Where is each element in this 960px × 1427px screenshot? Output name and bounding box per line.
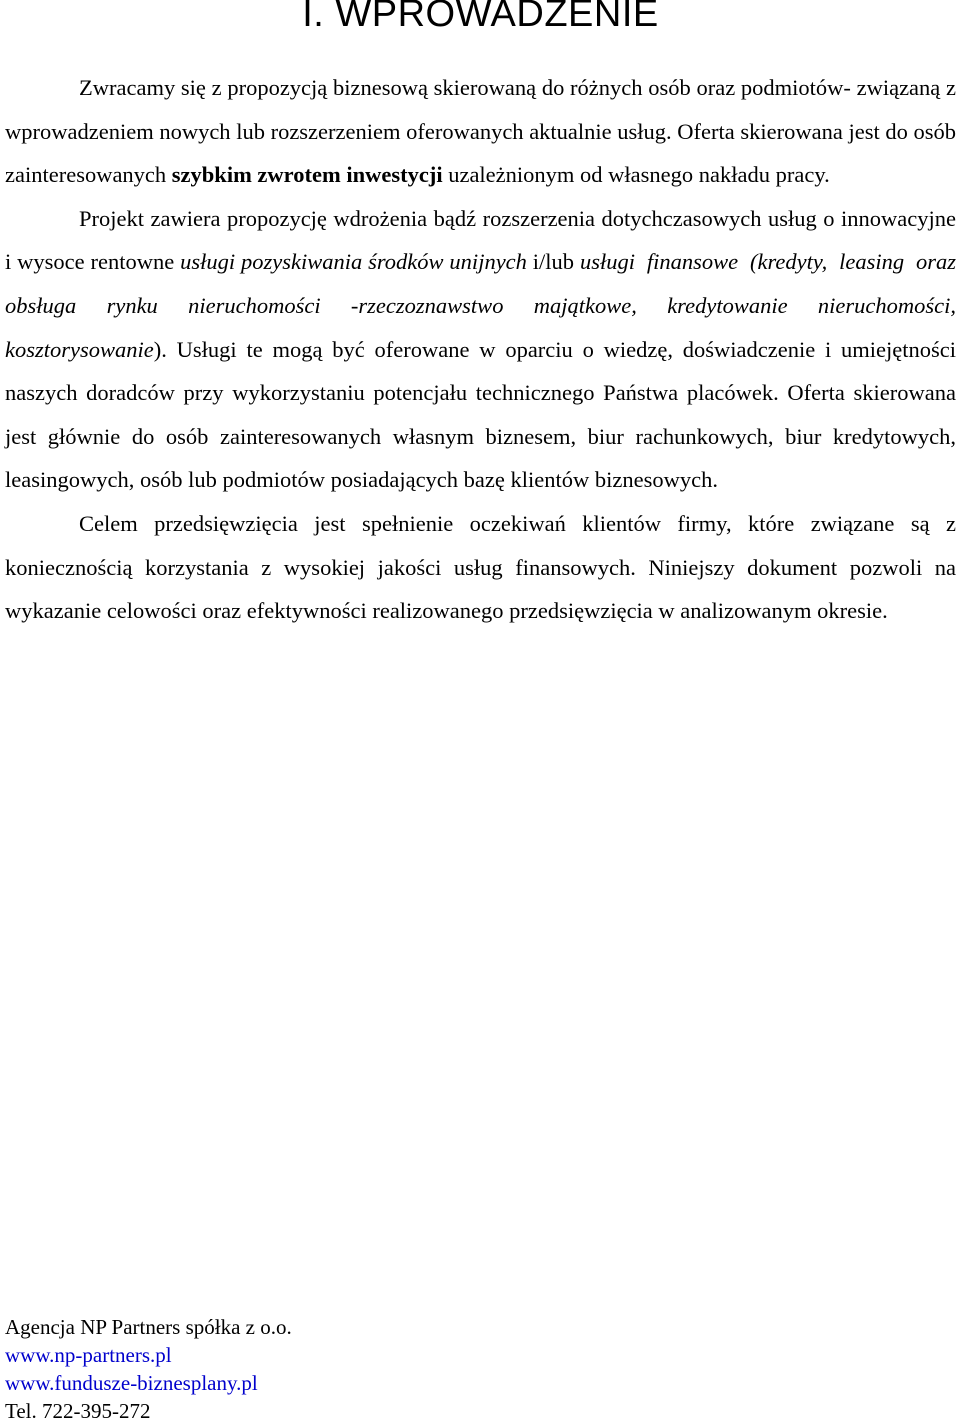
paragraph-intro-text-end: uzależnionym od własnego nakładu pracy.: [442, 162, 830, 188]
paragraph-goal-text: Celem przedsięwzięcia jest spełnienie oczekiwań klientów firmy, które związane są z koniecznością korzystania z wysokiej jakości usług finansowych. Niniejszy dokument pozwoli na wykazanie celowości oraz efektywności realizowanego przedsięwzięcia w analizowanym okresie.: [5, 510, 956, 624]
document-body: [5, 66, 956, 633]
emphasis-eu-funds-service: usługi pozyskiwania środków unijnych: [180, 249, 527, 275]
emphasis-return-on-investment: szybkim zwrotem inwestycji: [171, 162, 443, 188]
paragraph-project-text: Projekt zawiera propozycję wdrożenia bądź rozszerzenia dotychczasowych usług o innowacyjne i wysoce rentowne: [5, 205, 956, 275]
paragraph-project-text-end: ). Usługi te mogą być oferowane w oparciu o wiedzę, doświadczenie i umiejętności naszych doradców przy wykorzystaniu potencjału technicznego Państwa placówek. Oferta skierowana jest głównie do osób zainteresowanych własnym biznesem, biur rachunkowych, biur kredytowych, leasingowych, osób lub podmiotów posiadających bazę klientów biznesowych.: [5, 336, 956, 493]
emphasis-financial-services: usługi finansowe (kredyty, leasing oraz obsługa rynku nieruchomości -rzeczoznawstwo majątkowe, kredytowanie nieruchomości, kosztorysowanie: [5, 249, 957, 362]
website-link-np-partners[interactable]: www.np-partners.pl: [5, 1343, 172, 1367]
phone-number: Tel. 722-395-272: [5, 1399, 151, 1423]
section-heading: I. WPROWADZENIE: [302, 0, 659, 35]
paragraph-goal: [5, 502, 956, 633]
paragraph-intro: [5, 66, 956, 197]
footer: [5, 1313, 705, 1425]
website-link-fundusze[interactable]: www.fundusze-biznesplany.pl: [5, 1371, 258, 1395]
paragraph-project-connector: i/lub: [526, 249, 580, 275]
paragraph-intro-text: Zwracamy się z propozycją biznesową skierowaną do różnych osób oraz podmiotów- związaną z wprowadzeniem nowych lub rozszerzeniem oferowanych aktualnie usług. Oferta skierowana jest do osób zainteresowanych: [5, 75, 956, 188]
company-name: Agencja NP Partners spółka z o.o.: [5, 1315, 292, 1339]
paragraph-project: [5, 197, 956, 502]
